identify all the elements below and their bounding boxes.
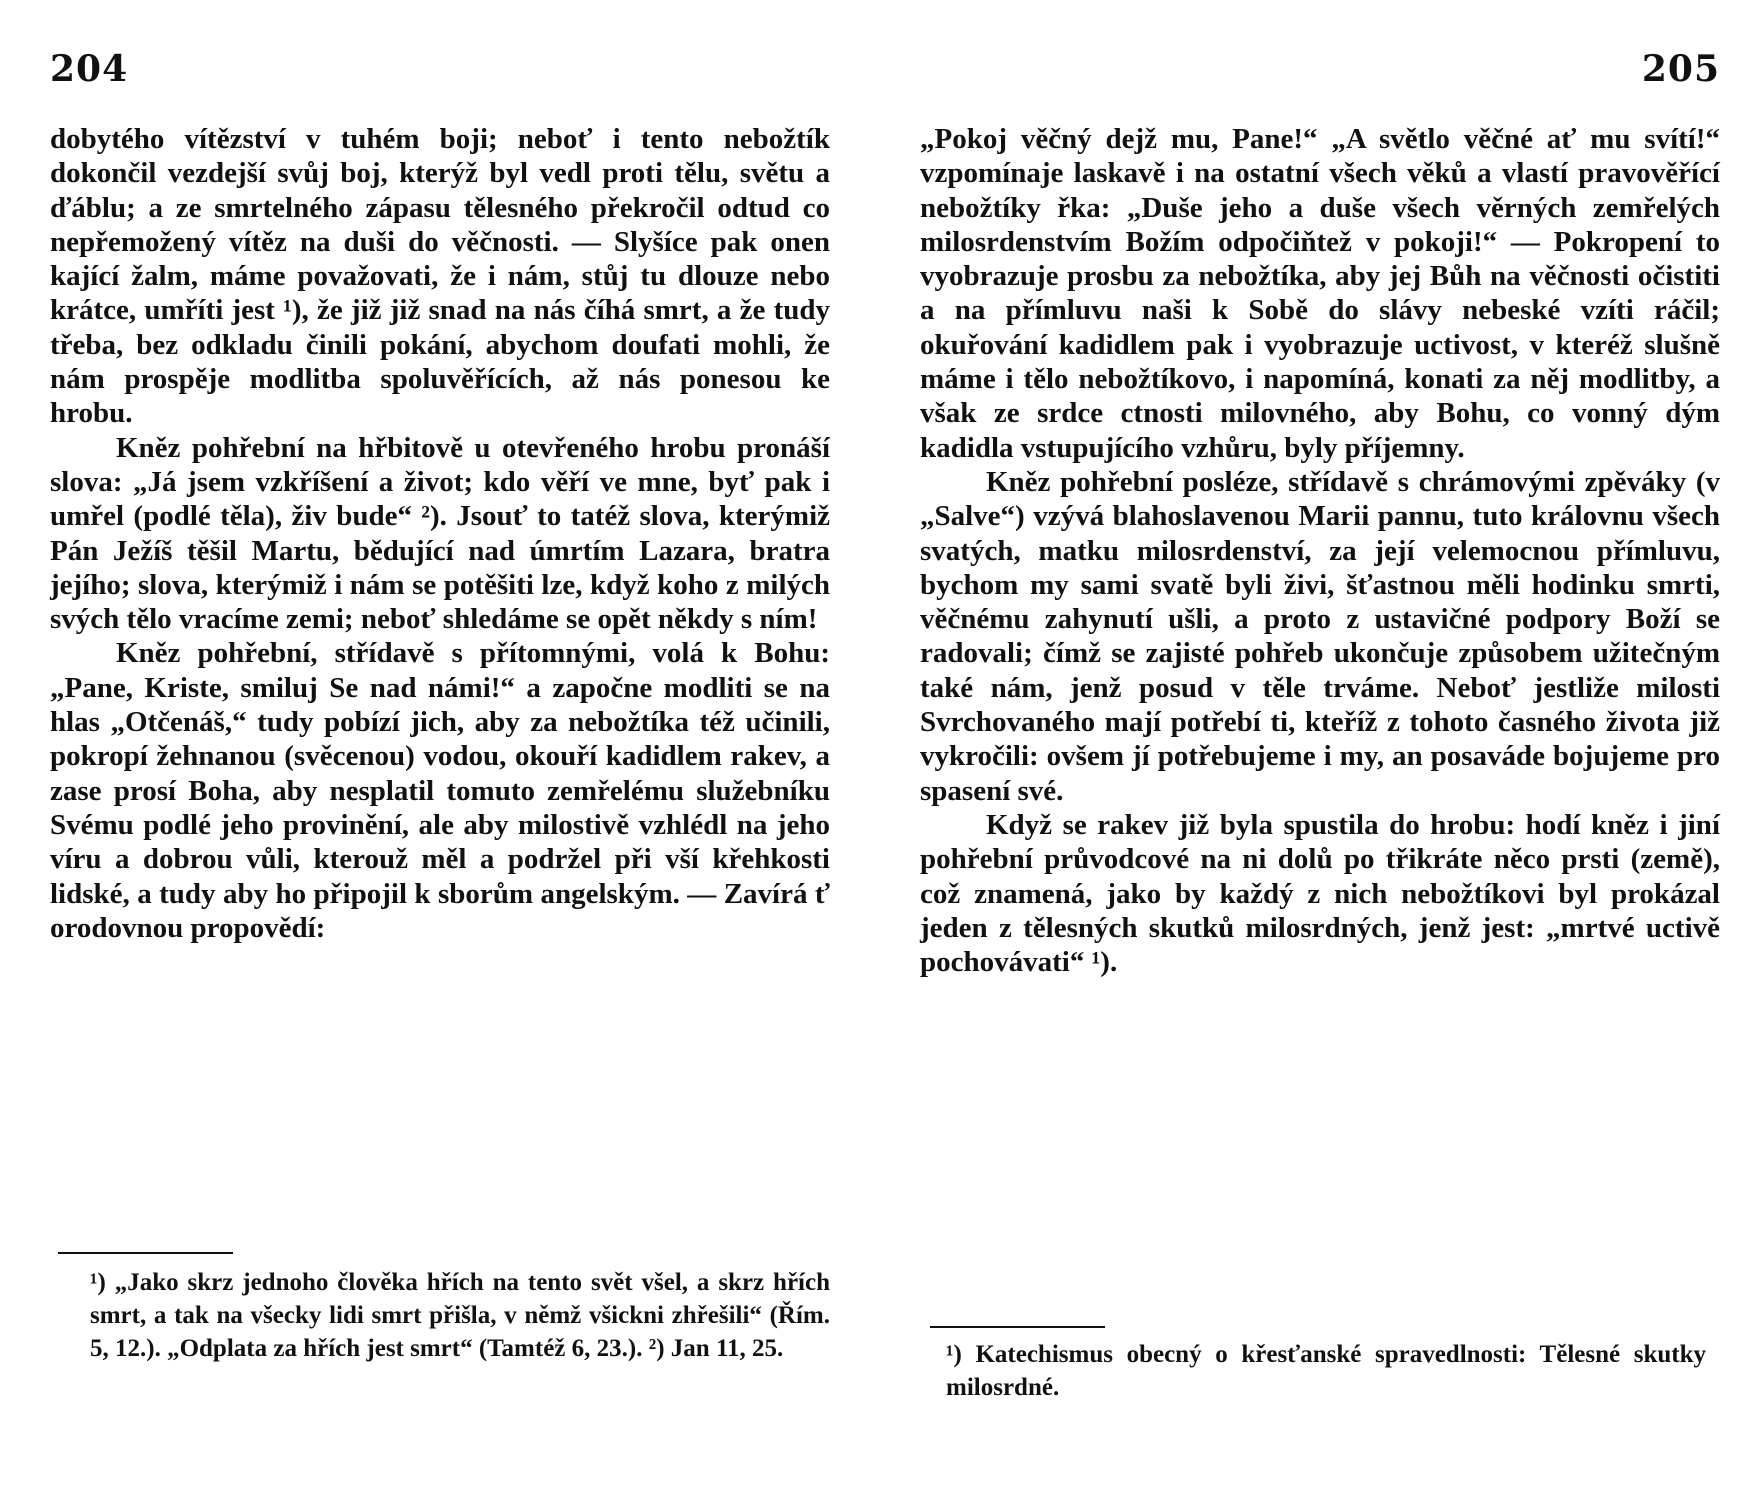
footnote-rule	[930, 1326, 1105, 1328]
paragraph: „Pokoj věčný dejž mu, Pane!“ „A světlo věčné ať mu svítí!“ vzpomínaje laskavě i na ostatní všech věků a vlastí pravověřící nebožtíky řka: „Duše jeho a duše všech věrných zemřelých milosrdenstvím Božím odpočiňtež v pokoji!“ — Pokropení to vyobrazuje prosbu za nebožtíka, aby jej Bůh na věčnosti očistiti a na přímluvu naši k Sobě do slávy nebeské vzíti ráčil; okuřování kadidlem pak i vyobrazuje uctivost, v kteréž slušně máme i tělo nebožtíkovo, i napomíná, konati za něj modlitby, a však ze srdce ctnosti milovného, aby Bohu, co vonný dým kadidla vstupujícího vzhůru, byly příjemny.	[920, 123, 1720, 464]
paragraph: Když se rakev již byla spustila do hrobu: hodí kněz i jiní pohřební průvodcové na ni dolů po třikráte něco prsti (země), což znamená, jako by každý z nich nebožtíkovi byl prokázal jeden z tělesných skutků milosrdných, jenž jest: „mrtvé uctivě pochovávati“ ¹).	[920, 808, 1720, 979]
paragraph: Kněz pohřební, střídavě s přítomnými, volá k Bohu: „Pane, Kriste, smiluj Se nad námi!“ a započne modliti se na hlas „Otčenáš,“ tudy pobízí jich, aby za nebožtíka též učinili, pokropí žehnanou (svěcenou) vodou, okouří kadidlem rakev, a zase prosí Boha, aby nesplatil tomuto zemřelému služebníku Svému podlé jeho provinění, ale aby milostivě vzhlédl na jeho víru a dobrou vůli, kterouž měl a podržel při vší křehkosti lidské, a tudy aby ho připojil k sborům angelským. — Zavírá ť orodovnou propovědí:	[50, 637, 830, 944]
right-page	[920, 0, 1720, 1500]
left-page	[50, 0, 830, 1500]
footnote-rule	[58, 1252, 233, 1254]
footnote: ¹) Katechismus obecný o křesťanské spravedlnosti: Tělesné skutky milosrdné.	[946, 1341, 1706, 1401]
footnote: ¹) „Jako skrz jednoho člověka hřích na tento svět všel, a skrz hřích smrt, a tak na všecky lidi smrt přišla, v němž všickni zhřešili“ (Řím. 5, 12.). „Odplata za hřích jest smrt“ (Tamtéž 6, 23.). ²) Jan 11, 25.	[90, 1269, 830, 1362]
paragraph: Kněz pohřební na hřbitově u otevřeného hrobu pronáší slova: „Já jsem vzkříšení a život; kdo věří ve mne, byť pak i umřel (podlé těla), živ bude“ ²). Jsouť to tatéž slova, kterýmiž Pán Ježíš těšil Martu, bědující nad úmrtím Lazara, bratra jejího; slova, kterýmiž i nám se potěšiti lze, když koho z milých svých tělo vracíme zemi; neboť shledáme se opět někdy s ním!	[50, 431, 830, 636]
paragraph: Kněz pohřební posléze, střídavě s chrámovými zpěváky (v „Salve“) vzývá blahoslavenou Marii pannu, tuto královnu všech svatých, matku milosrdenství, za její velemocnou přímluvu, bychom my sami svatě byli živi, šťastnou měli hodinku smrti, věčnému zahynutí ušli, a proto z ustavičné podpory Boží se radovali; čímž se zajisté pohřeb ukončuje způsobem užitečným také nám, jenž posud v těle trváme. Neboť jestliže milosti Svrchovaného mají potřebí ti, kteříž z tohoto časného života již vykročili: ovšem jí potřebujeme i my, an posaváde bojujeme pro spasení své.	[920, 465, 1720, 807]
page-body	[920, 122, 1720, 979]
paragraph: dobytého vítězství v tuhém boji; neboť i tento nebožtík dokončil vezdejší svůj boj, kterýž byl vedl proti tělu, světu a ďáblu; a ze smrtelného zápasu tělesného překročil odtud co nepřemožený vítěz na duši do věčnosti. — Slyšíce pak onen kající žalm, máme považovati, že i nám, stůj tu dlouze nebo krátce, umříti jest ¹), že již již snad na nás číhá smrt, a že tudy třeba, bez odkladu činili pokání, abychom doufati mohli, že nám prospěje modlitba spoluvěřících, až nás ponesou ke hrobu.	[50, 123, 830, 430]
page-number: 205	[1641, 48, 1720, 90]
page-number: 204	[50, 48, 129, 90]
page-body	[50, 122, 830, 945]
